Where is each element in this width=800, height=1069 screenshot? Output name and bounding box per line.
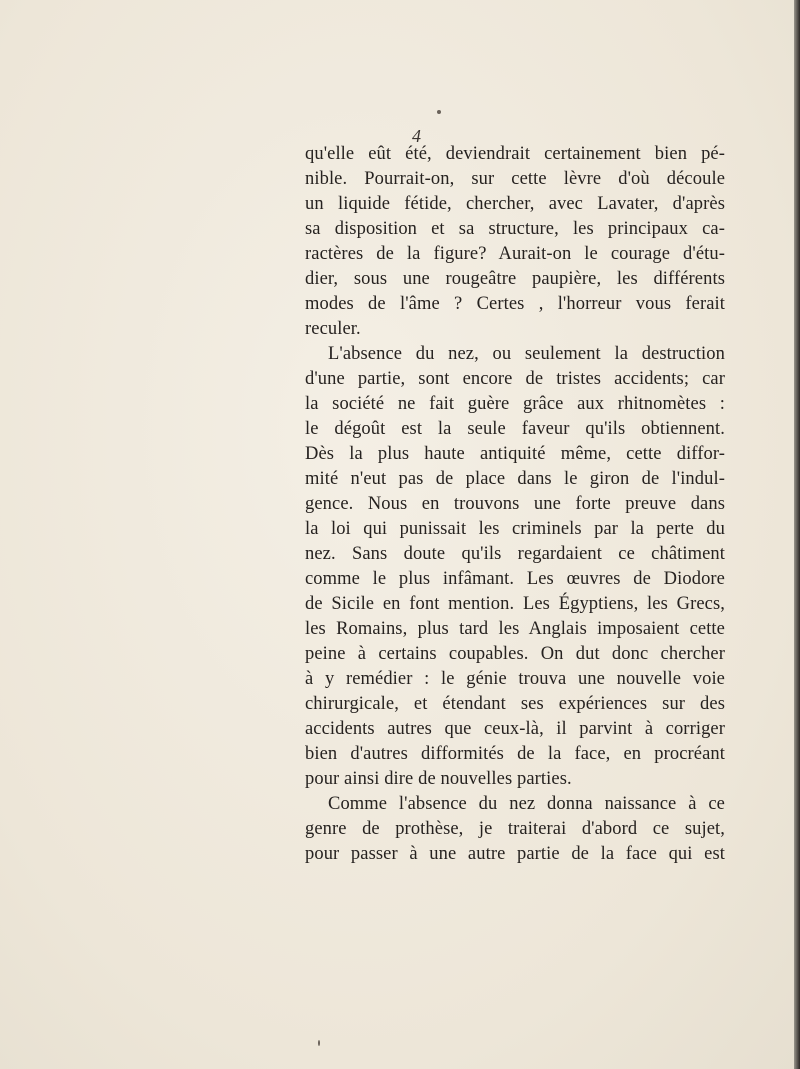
text-line: comme le plus infâmant. Les œuvres de Diodore (305, 569, 725, 589)
text-line: mité n'eut pas de place dans le giron de l'indul- (305, 469, 725, 489)
text-line: nez. Sans doute qu'ils regardaient ce châtiment (305, 544, 725, 564)
text-line: gence. Nous en trouvons une forte preuve dans (305, 494, 725, 514)
text-line: peine à certains coupables. On dut donc chercher (305, 644, 725, 664)
text-line: modes de l'âme ? Certes , l'horreur vous ferait (305, 294, 725, 314)
text-line: pour ainsi dire de nouvelles parties. (305, 769, 572, 789)
text-line: accidents autres que ceux-là, il parvint à corriger (305, 719, 725, 739)
text-line: Comme l'absence du nez donna naissance à ce (328, 794, 725, 814)
text-line: bien d'autres difformités de la face, en procréant (305, 744, 725, 764)
text-line: pour passer à une autre partie de la face qui est (305, 844, 725, 864)
text-line: genre de prothèse, je traiterai d'abord ce sujet, (305, 819, 725, 839)
text-line: sa disposition et sa structure, les principaux ca- (305, 219, 725, 239)
text-line: Dès la plus haute antiquité même, cette diffor- (305, 444, 725, 464)
text-line: d'une partie, sont encore de tristes accidents; car (305, 369, 725, 389)
text-line: qu'elle eût été, deviendrait certainement bien pé- (305, 144, 725, 164)
text-line: de Sicile en font mention. Les Égyptiens, les Grecs, (305, 594, 725, 614)
text-line: reculer. (305, 319, 361, 339)
text-line: la société ne fait guère grâce aux rhitnomètes : (305, 394, 725, 414)
text-line: la loi qui punissait les criminels par la perte du (305, 519, 725, 539)
text-line: ractères de la figure? Aurait-on le courage d'étu- (305, 244, 725, 264)
text-line: chirurgicale, et étendant ses expériences sur des (305, 694, 725, 714)
text-line: dier, sous une rougeâtre paupière, les différents (305, 269, 725, 289)
text-line: les Romains, plus tard les Anglais imposaient cette (305, 619, 725, 639)
text-line: le dégoût est la seule faveur qu'ils obtiennent. (305, 419, 725, 439)
text-line: un liquide fétide, chercher, avec Lavater, d'après (305, 194, 725, 214)
page-number: 4 (412, 126, 421, 146)
text-line: à y remédier : le génie trouva une nouvelle voie (305, 669, 725, 689)
text-line: L'absence du nez, ou seulement la destruction (328, 344, 725, 364)
text-line: nible. Pourrait-on, sur cette lèvre d'où découle (305, 169, 725, 189)
